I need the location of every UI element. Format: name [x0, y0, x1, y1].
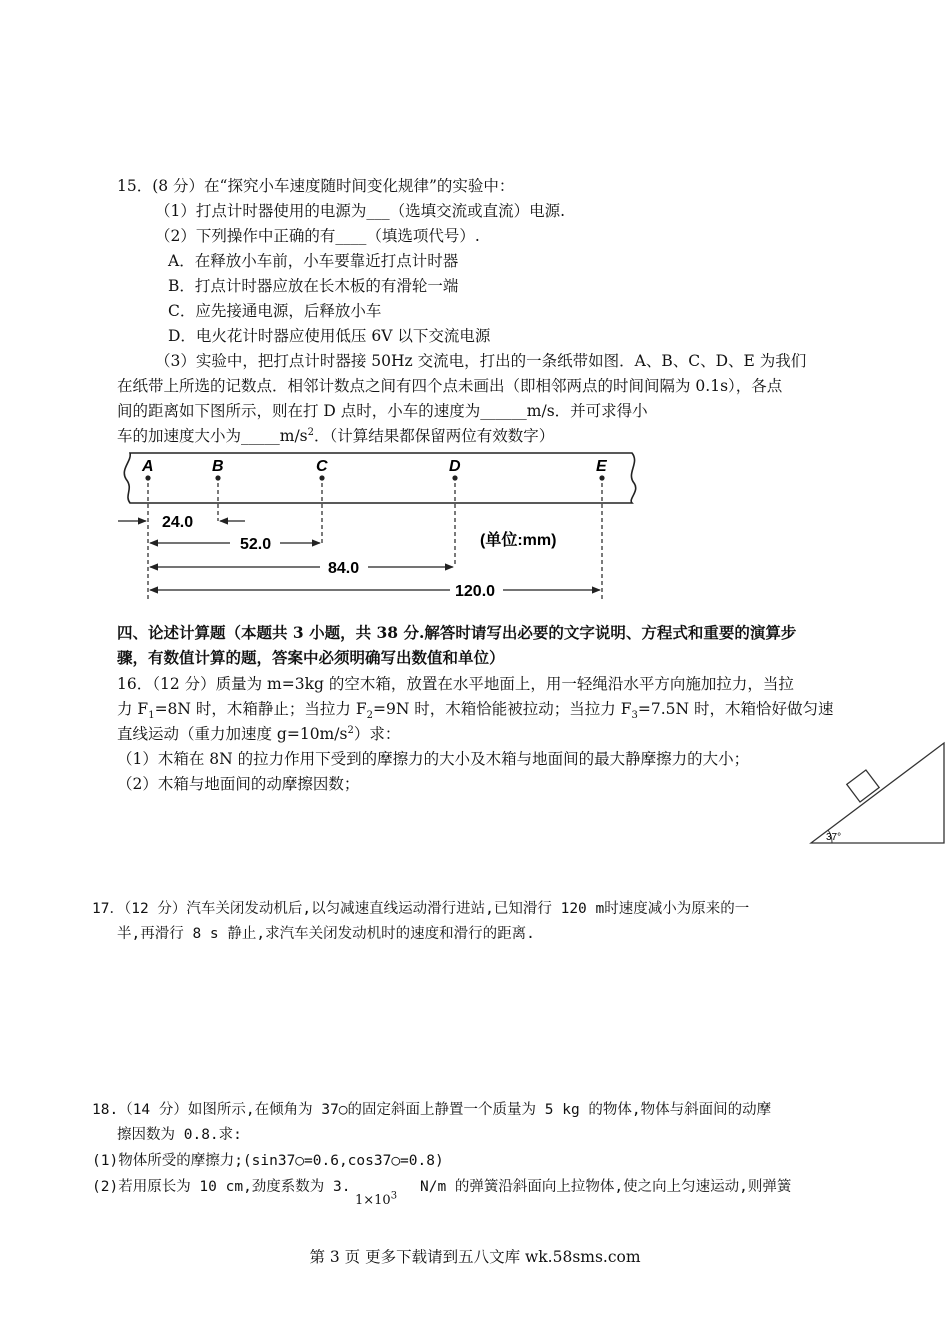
q15-part1: （1）打点计时器使用的电源为___（选填交流或直流）电源. [155, 202, 566, 220]
q18-line2: 擦因数为 0.8.求: [117, 1127, 242, 1143]
svg-text:A: A [142, 458, 154, 475]
svg-text:120.0: 120.0 [455, 583, 496, 600]
incline-diagram [808, 740, 948, 846]
q16-line2: 力 $F_1=8N$ 时，木箱静止；当拉力 $F_2=9N$ 时，木箱恰能被拉动；当拉力 $F_3=7.5N$ 时，木箱恰好做匀速 [117, 700, 834, 722]
dimension-ad [150, 560, 453, 577]
section4-heading-line2: 骤，有数值计算的题，答案中必须明确写出数值和单位） [117, 648, 505, 667]
q15-part2: （2）下列操作中正确的有____（填选项代号）. [155, 227, 480, 245]
q16-line1: 16．（12 分）质量为 m=3kg 的空木箱，放置在水平地面上，用一轻绳沿水平方向施加拉力，当拉 [117, 675, 794, 693]
tape-point-d [449, 458, 461, 481]
q15-option-b: B．打点计时器应放在长木板的有滑轮一端 [168, 277, 459, 295]
tape-point-c [316, 458, 328, 481]
paper-tape-diagram [110, 445, 650, 607]
q15-option-a: A．在释放小车前，小车要靠近打点计时器 [168, 252, 459, 270]
q15-part3-line1: （3）实验中，把打点计时器接 50Hz 交流电，打出的一条纸带如图．A、B、C、D、E 为我们 [155, 352, 807, 370]
q15-part3-line2: 在纸带上所选的记数点．相邻计数点之间有四个点未画出（即相邻两点的时间间隔为 0.1s），各点 [117, 377, 783, 395]
q18-line1: 18.（14 分）如图所示,在倾角为 37○的固定斜面上静置一个质量为 5 kg 的物体,物体与斜面间的动摩 [92, 1102, 772, 1118]
q15-part3-line4: 车的加速度大小为$\_\_\_\_\_m/s^2$．（计算结果都保留两位有效数字） [117, 426, 555, 445]
q18-line4b: N/m 的弹簧沿斜面向上拉物体,使之向上匀速运动,则弹簧 [420, 1179, 792, 1195]
q16-line5: （2）木箱与地面间的动摩擦因数； [117, 775, 360, 793]
tape-point-a [141, 458, 154, 481]
q17-line2: 半,再滑行 8 s 静止,求汽车关闭发动机时的速度和滑行的距离. [117, 926, 535, 942]
dimension-ac [150, 536, 320, 553]
q16-line4: （1）木箱在 8N 的拉力作用下受到的摩擦力的大小及木箱与地面间的最大静摩擦力的大小； [117, 750, 750, 768]
tape-point-e [596, 458, 608, 481]
section4-heading-line1: 四、论述计算题（本题共 3 小题，共 38 分.解答时请写出必要的文字说明、方程式和重要的演算步 [117, 623, 797, 642]
tape-outline [124, 453, 635, 503]
angle-label: 37° [826, 832, 842, 843]
block [847, 770, 879, 802]
q18-formula: $1\times 10^3$ [355, 1190, 398, 1208]
svg-text:D: D [449, 458, 461, 475]
q15-option-d: D．电火花计时器应使用低压 6V 以下交流电源 [168, 327, 491, 345]
svg-text:B: B [212, 458, 224, 475]
q17-line1: 17．（12 分）汽车关闭发动机后,以匀减速直线运动滑行进站,已知滑行 120 m时速度减小为原来的一 [92, 901, 750, 917]
svg-text:84.0: 84.0 [328, 560, 360, 577]
q18-line4a: (2)若用原长为 10 cm,劲度系数为 3. [92, 1179, 351, 1195]
tape-point-b [212, 458, 224, 481]
dimension-ae [150, 583, 600, 600]
svg-text:C: C [316, 458, 328, 475]
q15-title: 15．(8 分）在“探究小车速度随时间变化规律”的实验中： [117, 177, 515, 195]
q16-line3: 直线运动（重力加速度 $g=10m/s^2$）求： [117, 724, 401, 743]
q15-part3-line3: 间的距离如下图所示，则在打 D 点时，小车的速度为______m/s．并可求得小 [117, 402, 648, 420]
unit-label: (单位:mm) [480, 532, 557, 549]
svg-text:52.0: 52.0 [240, 536, 272, 553]
dimension-ab [118, 514, 245, 531]
q18-line3: (1)物体所受的摩擦力;(sin37○=0.6,cos37○=0.8) [92, 1153, 444, 1169]
svg-text:E: E [596, 458, 607, 475]
svg-text:24.0: 24.0 [162, 514, 194, 531]
page-footer: 第 3 页 更多下载请到五八文库 wk.58sms.com [309, 1248, 641, 1266]
incline-triangle [811, 743, 944, 843]
q15-option-c: C．应先接通电源，后释放小车 [168, 302, 382, 320]
